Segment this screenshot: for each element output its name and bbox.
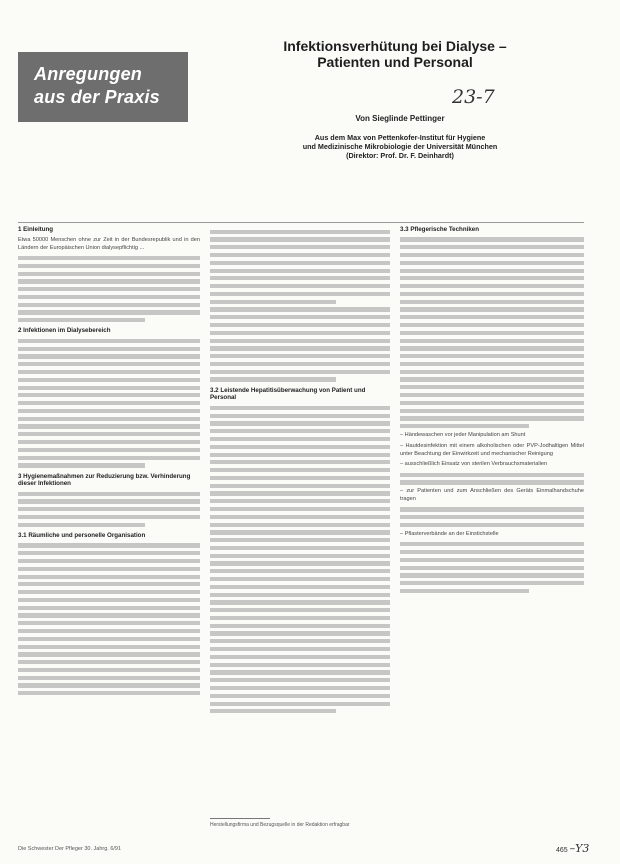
section-banner bbox=[18, 52, 188, 122]
text-line bbox=[210, 370, 390, 374]
text-line bbox=[18, 590, 200, 594]
heading-introduction: 1 Einleitung bbox=[18, 226, 54, 233]
text-line bbox=[210, 245, 390, 249]
text-line bbox=[400, 573, 584, 577]
text-line bbox=[18, 559, 200, 563]
journal-footer: Die Schwester Der Pfleger 30. Jahrg. 6/91 bbox=[18, 846, 122, 852]
text-line bbox=[210, 593, 390, 597]
text-line bbox=[18, 613, 200, 617]
text-line bbox=[210, 421, 390, 425]
text-line bbox=[400, 558, 584, 562]
text-line bbox=[400, 424, 529, 428]
text-line bbox=[210, 515, 390, 519]
text-line bbox=[18, 668, 200, 672]
list-item: – Händewaschen vor jeder Manipulation am Shunt bbox=[400, 431, 526, 438]
text-line bbox=[400, 269, 584, 273]
text-line bbox=[210, 484, 390, 488]
text-line bbox=[210, 406, 390, 410]
text-line bbox=[18, 683, 200, 687]
text-line bbox=[210, 437, 390, 441]
text-column-2 bbox=[210, 226, 390, 717]
text-line bbox=[18, 256, 200, 260]
text-line bbox=[210, 331, 390, 335]
text-line bbox=[210, 284, 390, 288]
text-line bbox=[18, 660, 200, 664]
text-line bbox=[400, 566, 584, 570]
text-line bbox=[210, 639, 390, 643]
text-line bbox=[210, 476, 390, 480]
list-item: – Hautdesinfektion mit einem alkoholischen oder PVP-Jodhaltigen Mittel unter Beachtung der Einwirkzeit und mechanischer Reinigung bbox=[400, 442, 584, 457]
text-line bbox=[400, 480, 584, 484]
text-line bbox=[210, 269, 390, 273]
title-line-1: Infektionsverhütung bei Dialyse – bbox=[283, 38, 507, 54]
text-line bbox=[210, 307, 390, 311]
text-line bbox=[210, 445, 390, 449]
text-line bbox=[18, 567, 200, 571]
text-line bbox=[210, 585, 390, 589]
text-line bbox=[18, 386, 200, 390]
text-line bbox=[210, 538, 390, 542]
text-line bbox=[400, 581, 584, 585]
text-line bbox=[210, 616, 390, 620]
text-line bbox=[400, 339, 584, 343]
text-line bbox=[400, 507, 584, 511]
intro-paragraph: Etwa 50000 Menschen ohne zur Zeit in der Bundesrepublik und in den Ländern der Europäischen Union dialysepflichtig ... bbox=[18, 236, 200, 251]
text-line bbox=[210, 624, 390, 628]
heading-nursing-techniques: 3.3 Pflegerische Techniken bbox=[400, 226, 479, 233]
text-line bbox=[400, 284, 584, 288]
text-line bbox=[210, 655, 390, 659]
text-line bbox=[400, 307, 584, 311]
text-line bbox=[18, 417, 200, 421]
text-line bbox=[210, 300, 336, 304]
text-line bbox=[18, 543, 200, 547]
footnote: Herstellungsfirma und Bezugsquelle in der Redaktion erfragbar bbox=[210, 822, 350, 828]
text-line bbox=[400, 393, 584, 397]
text-line bbox=[210, 608, 390, 612]
text-line bbox=[400, 323, 584, 327]
text-line bbox=[210, 362, 390, 366]
text-line bbox=[210, 670, 390, 674]
text-line bbox=[400, 292, 584, 296]
text-line bbox=[18, 492, 200, 496]
footnote-rule bbox=[210, 818, 270, 819]
text-line bbox=[18, 272, 200, 276]
text-line bbox=[210, 354, 390, 358]
text-line bbox=[210, 468, 390, 472]
text-line bbox=[210, 346, 390, 350]
text-line bbox=[210, 491, 390, 495]
text-line bbox=[210, 507, 390, 511]
text-line bbox=[210, 453, 390, 457]
text-line bbox=[210, 702, 390, 706]
text-line bbox=[18, 347, 200, 351]
text-line bbox=[210, 569, 390, 573]
text-line bbox=[18, 456, 200, 460]
text-line bbox=[400, 331, 584, 335]
text-line bbox=[18, 303, 200, 307]
text-line bbox=[210, 276, 390, 280]
affiliation-line-3: (Direktor: Prof. Dr. F. Deinhardt) bbox=[346, 151, 454, 160]
affiliation-line-2: und Medizinische Mikrobiologie der Universität München bbox=[302, 142, 498, 151]
text-line bbox=[400, 401, 584, 405]
text-line bbox=[18, 606, 200, 610]
text-line bbox=[400, 523, 584, 527]
text-line bbox=[210, 429, 390, 433]
text-line bbox=[18, 637, 200, 641]
text-line bbox=[18, 575, 200, 579]
text-line bbox=[18, 676, 200, 680]
text-line bbox=[400, 370, 584, 374]
text-line bbox=[400, 253, 584, 257]
text-line bbox=[18, 463, 145, 467]
text-line bbox=[400, 346, 584, 350]
text-line bbox=[400, 515, 584, 519]
text-line bbox=[18, 339, 200, 343]
author-line: Von Sieglinde Pettinger bbox=[355, 114, 445, 123]
text-line bbox=[210, 253, 390, 257]
title-line-2: Patienten und Personal bbox=[317, 54, 473, 70]
text-line bbox=[18, 523, 145, 527]
text-line bbox=[18, 448, 200, 452]
heading-hygiene-measures: 3 Hygienemaßnahmen zur Reduzierung bzw. Verhinderung dieser Infektionen bbox=[18, 472, 191, 488]
text-line bbox=[18, 598, 200, 602]
text-line bbox=[210, 230, 390, 234]
list-item: – zur Patienten und zum Anschließen des Geräts Einmalhandschuhe tragen bbox=[400, 488, 584, 503]
text-line bbox=[400, 362, 584, 366]
text-line bbox=[210, 561, 390, 565]
text-line bbox=[18, 499, 200, 503]
handwritten-note: 23-7 bbox=[452, 86, 495, 108]
text-line bbox=[18, 393, 200, 397]
text-line bbox=[18, 362, 200, 366]
text-line bbox=[210, 377, 336, 381]
text-line bbox=[210, 554, 390, 558]
list-item: – Pflasterverbände an der Einstichstelle bbox=[400, 530, 499, 537]
text-line bbox=[210, 323, 390, 327]
text-line bbox=[18, 295, 200, 299]
text-line bbox=[210, 686, 390, 690]
text-line bbox=[210, 292, 390, 296]
text-line bbox=[18, 652, 200, 656]
text-line bbox=[210, 631, 390, 635]
text-line bbox=[400, 237, 584, 241]
text-line bbox=[400, 354, 584, 358]
heading-infections: 2 Infektionen im Dialysebereich bbox=[18, 327, 111, 335]
text-line bbox=[400, 377, 584, 381]
text-line bbox=[18, 507, 200, 511]
text-line bbox=[210, 460, 390, 464]
text-line bbox=[18, 287, 200, 291]
text-line bbox=[18, 582, 200, 586]
affiliation-line-1: Aus dem Max von Pettenkofer-Institut für Hygiene bbox=[314, 133, 486, 142]
text-line bbox=[18, 432, 200, 436]
banner-line-1: Anregungen bbox=[34, 64, 142, 84]
text-line bbox=[400, 409, 584, 413]
header-divider bbox=[18, 222, 584, 223]
text-line bbox=[400, 473, 584, 477]
text-line bbox=[400, 276, 584, 280]
text-line bbox=[210, 647, 390, 651]
text-line bbox=[210, 694, 390, 698]
text-line bbox=[18, 370, 200, 374]
text-line bbox=[400, 542, 584, 546]
article-title bbox=[250, 38, 540, 70]
text-line bbox=[18, 691, 200, 695]
page-number bbox=[556, 842, 589, 855]
text-line bbox=[400, 261, 584, 265]
text-line bbox=[400, 315, 584, 319]
text-line bbox=[210, 530, 390, 534]
text-line bbox=[210, 261, 390, 265]
text-line bbox=[18, 354, 200, 358]
text-line bbox=[210, 678, 390, 682]
text-line bbox=[210, 523, 390, 527]
banner-line-2: aus der Praxis bbox=[34, 87, 160, 107]
text-line bbox=[18, 645, 200, 649]
text-line bbox=[210, 663, 390, 667]
text-line bbox=[18, 378, 200, 382]
text-line bbox=[400, 589, 529, 593]
text-line bbox=[18, 629, 200, 633]
text-column-3 bbox=[400, 226, 584, 597]
text-line bbox=[18, 264, 200, 268]
text-line bbox=[210, 414, 390, 418]
text-line bbox=[18, 515, 200, 519]
text-line bbox=[400, 550, 584, 554]
text-line bbox=[400, 245, 584, 249]
heading-hepatitis-monitoring: 3.2 Leistende Hepatitisüberwachung von Patient und Personal bbox=[210, 386, 366, 402]
text-line bbox=[210, 499, 390, 503]
handwritten-page-mark: –Y3 bbox=[569, 842, 590, 855]
text-line bbox=[210, 577, 390, 581]
text-line bbox=[18, 440, 200, 444]
text-line bbox=[18, 551, 200, 555]
text-line bbox=[400, 300, 584, 304]
text-line bbox=[210, 237, 390, 241]
text-line bbox=[18, 409, 200, 413]
text-column-1 bbox=[18, 226, 200, 699]
heading-organisation: 3.1 Räumliche und personelle Organisation bbox=[18, 532, 146, 539]
text-line bbox=[18, 424, 200, 428]
text-line bbox=[400, 416, 584, 420]
text-line bbox=[210, 709, 336, 713]
text-line bbox=[18, 401, 200, 405]
text-line bbox=[400, 385, 584, 389]
affiliation-block bbox=[250, 133, 550, 160]
text-line bbox=[210, 600, 390, 604]
page-number-value: 465 bbox=[556, 847, 568, 854]
list-item: – ausschließlich Einsatz von sterilen Verbrauchsmaterialien bbox=[400, 461, 548, 468]
text-line bbox=[18, 318, 145, 322]
text-line bbox=[210, 339, 390, 343]
text-line bbox=[18, 279, 200, 283]
text-line bbox=[210, 315, 390, 319]
text-line bbox=[210, 546, 390, 550]
text-line bbox=[18, 621, 200, 625]
text-line bbox=[18, 310, 200, 314]
